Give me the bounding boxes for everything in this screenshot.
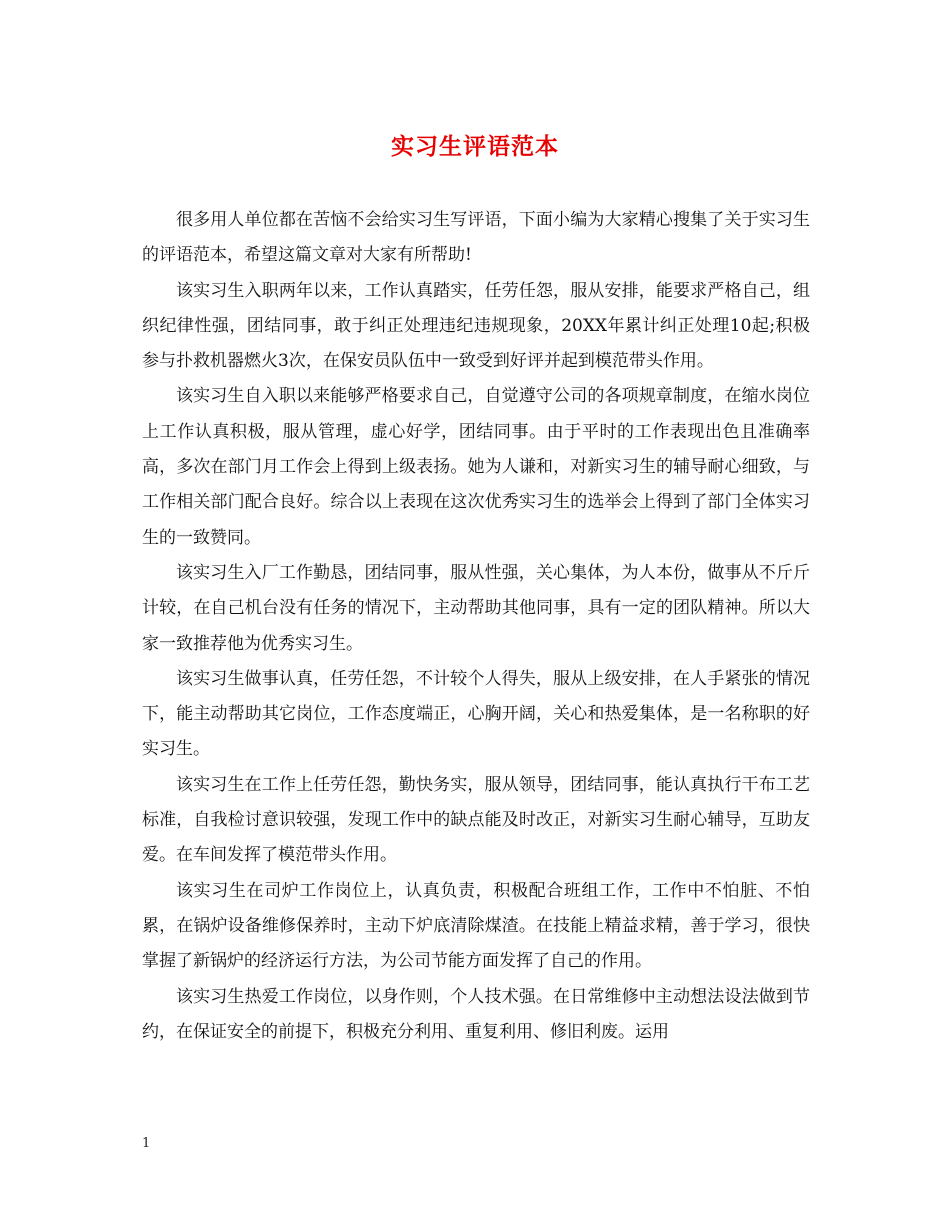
paragraph-comment-6: 该实习生在司炉工作岗位上，认真负责，积极配合班组工作，工作中不怕脏、不怕累，在锅炉设备维修保养时，主动下炉底清除煤渣。在技能上精益求精，善于学习，很快掌握了新锅炉的经济运行方法，为公司节能方面发挥了自己的作用。 — [142, 880, 810, 972]
paragraph-intro: 很多用人单位都在苦恼不会给实习生写评语，下面小编为大家精心搜集了关于实习生的评语范本，希望这篇文章对大家有所帮助! — [142, 210, 810, 266]
paragraph-comment-1: 该实习生入职两年以来，工作认真踏实，任劳任怨，服从安排，能要求严格自己，组织纪律性强，团结同事，敢于纠正处理违纪违规现象，20XX年累计纠正处理10起;积极参与扑救机器燃火3次，在保安员队伍中一致受到好评并起到模范带头作用。 — [142, 280, 810, 372]
paragraph-comment-7: 该实习生热爱工作岗位，以身作则，个人技术强。在日常维修中主动想法设法做到节约，在保证安全的前提下，积极充分利用、重复利用、修旧利废。运用 — [142, 986, 810, 1042]
document-title: 实习生评语范本 — [391, 133, 559, 160]
paragraph-comment-2: 该实习生自入职以来能够严格要求自己，自觉遵守公司的各项规章制度，在缩水岗位上工作认真积极，服从管理，虚心好学，团结同事。由于平时的工作表现出色且准确率高，多次在部门月工作会上得到上级表扬。她为人谦和，对新实习生的辅导耐心细致，与工作相关部门配合良好。综合以上表现在这次优秀实习生的选举会上得到了部门全体实习生的一致赞同。 — [142, 386, 810, 548]
paragraph-comment-5: 该实习生在工作上任劳任怨，勤快务实，服从领导，团结同事，能认真执行干布工艺标准，自我检讨意识较强，发现工作中的缺点能及时改正，对新实习生耐心辅导，互助友爱。在车间发挥了模范带头作用。 — [142, 774, 810, 866]
document-body — [142, 203, 810, 1050]
page-number: 1 — [142, 1136, 151, 1151]
paragraph-comment-4: 该实习生做事认真，任劳任怨，不计较个人得失，服从上级安排，在人手紧张的情况下，能主动帮助其它岗位，工作态度端正，心胸开阔，关心和热爱集体，是一名称职的好实习生。 — [142, 668, 810, 760]
paragraph-comment-3: 该实习生入厂工作勤恳，团结同事，服从性强，关心集体，为人本份，做事从不斤斤计较，在自己机台没有任务的情况下，主动帮助其他同事，具有一定的团队精神。所以大家一致推荐他为优秀实习生。 — [142, 562, 810, 654]
